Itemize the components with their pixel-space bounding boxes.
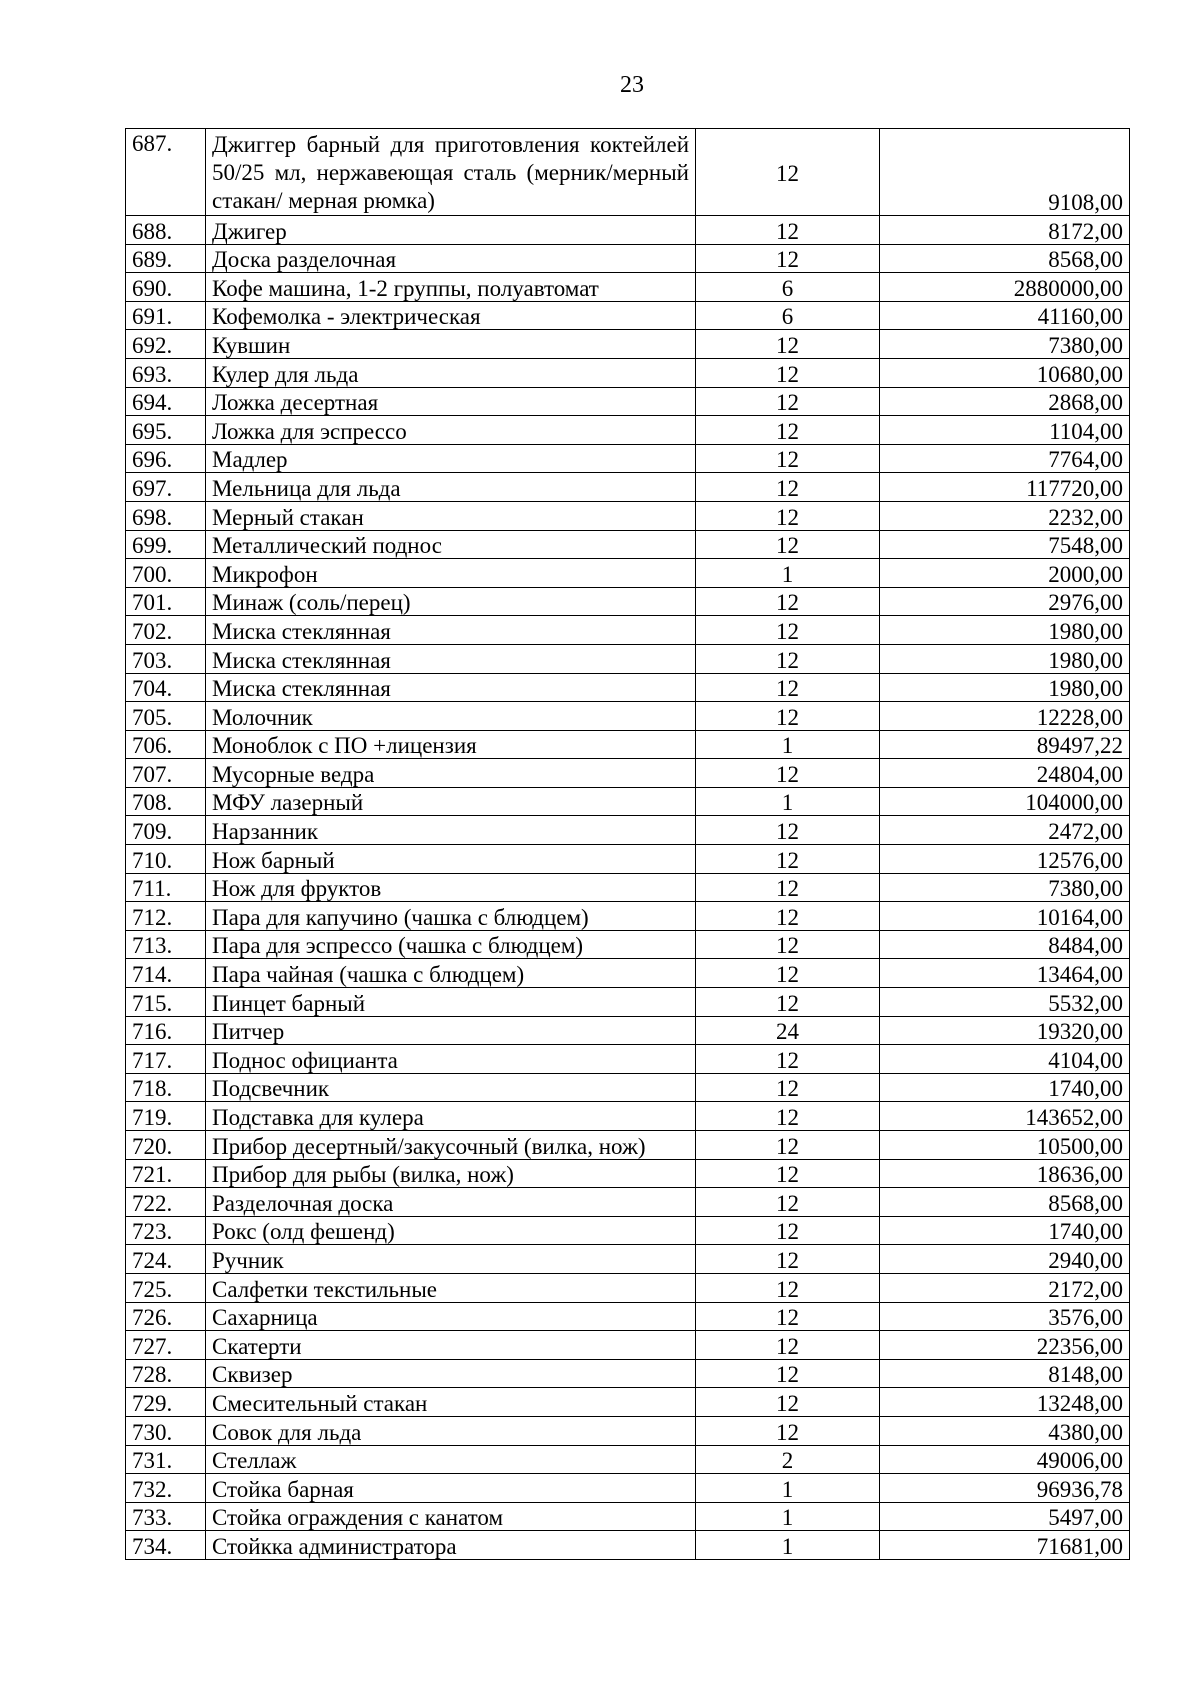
item-price: 8568,00 xyxy=(880,244,1130,273)
item-quantity: 12 xyxy=(696,1388,880,1417)
table-row xyxy=(126,787,1130,816)
item-name: Кулер для льда xyxy=(206,358,696,387)
item-quantity: 12 xyxy=(696,473,880,502)
item-name: Джиггер барный для приготовления коктейлей 50/25 мл, нержавеющая сталь (мерник/мерный стакан/ мерная рюмка) xyxy=(206,129,696,216)
row-number: 734. xyxy=(126,1531,206,1560)
item-price: 24804,00 xyxy=(880,759,1130,788)
items-table-body xyxy=(126,129,1130,1560)
item-price: 7380,00 xyxy=(880,330,1130,359)
row-number: 708. xyxy=(126,787,206,816)
item-price: 2000,00 xyxy=(880,559,1130,588)
table-row xyxy=(126,473,1130,502)
item-name: Стойкка администратора xyxy=(206,1531,696,1560)
row-number: 703. xyxy=(126,644,206,673)
row-number: 723. xyxy=(126,1216,206,1245)
item-price: 104000,00 xyxy=(880,787,1130,816)
table-row xyxy=(126,730,1130,759)
item-name: Ручник xyxy=(206,1245,696,1274)
row-number: 710. xyxy=(126,845,206,874)
item-name: Сквизер xyxy=(206,1359,696,1388)
item-name: Разделочная доска xyxy=(206,1188,696,1217)
item-quantity: 12 xyxy=(696,644,880,673)
table-row xyxy=(126,644,1130,673)
item-price: 143652,00 xyxy=(880,1102,1130,1131)
item-price: 2868,00 xyxy=(880,387,1130,416)
item-price: 8148,00 xyxy=(880,1359,1130,1388)
table-row xyxy=(126,559,1130,588)
table-row xyxy=(126,988,1130,1017)
item-quantity: 12 xyxy=(696,1045,880,1074)
row-number: 706. xyxy=(126,730,206,759)
table-row xyxy=(126,816,1130,845)
item-name: Кофемолка - электрическая xyxy=(206,301,696,330)
item-name: Стойка барная xyxy=(206,1474,696,1503)
item-price: 4104,00 xyxy=(880,1045,1130,1074)
table-row xyxy=(126,930,1130,959)
item-name: Ложка десертная xyxy=(206,387,696,416)
table-row xyxy=(126,1073,1130,1102)
table-row xyxy=(126,301,1130,330)
table-row xyxy=(126,616,1130,645)
item-quantity: 12 xyxy=(696,416,880,445)
item-name: Моноблок с ПО +лицензия xyxy=(206,730,696,759)
item-price: 13248,00 xyxy=(880,1388,1130,1417)
item-quantity: 12 xyxy=(696,902,880,931)
item-quantity: 12 xyxy=(696,1159,880,1188)
item-name: Минаж (соль/перец) xyxy=(206,587,696,616)
item-price: 9108,00 xyxy=(880,129,1130,216)
row-number: 725. xyxy=(126,1273,206,1302)
item-price: 19320,00 xyxy=(880,1016,1130,1045)
item-price: 5532,00 xyxy=(880,988,1130,1017)
item-quantity: 6 xyxy=(696,273,880,302)
item-quantity: 1 xyxy=(696,787,880,816)
item-quantity: 1 xyxy=(696,1531,880,1560)
item-price: 8484,00 xyxy=(880,930,1130,959)
row-number: 712. xyxy=(126,902,206,931)
page-number: 23 xyxy=(620,72,644,98)
item-quantity: 24 xyxy=(696,1016,880,1045)
item-name: Мадлер xyxy=(206,444,696,473)
row-number: 714. xyxy=(126,959,206,988)
item-price: 2172,00 xyxy=(880,1273,1130,1302)
item-price: 8172,00 xyxy=(880,216,1130,245)
row-number: 718. xyxy=(126,1073,206,1102)
item-quantity: 12 xyxy=(696,1216,880,1245)
row-number: 709. xyxy=(126,816,206,845)
row-number: 716. xyxy=(126,1016,206,1045)
table-row xyxy=(126,1216,1130,1245)
item-name: Совок для льда xyxy=(206,1416,696,1445)
item-price: 2940,00 xyxy=(880,1245,1130,1274)
item-price: 117720,00 xyxy=(880,473,1130,502)
item-price: 1740,00 xyxy=(880,1216,1130,1245)
row-number: 707. xyxy=(126,759,206,788)
item-price: 1740,00 xyxy=(880,1073,1130,1102)
row-number: 722. xyxy=(126,1188,206,1217)
item-quantity: 12 xyxy=(696,501,880,530)
item-name: Мерный стакан xyxy=(206,501,696,530)
item-name: Питчер xyxy=(206,1016,696,1045)
row-number: 695. xyxy=(126,416,206,445)
item-price: 7548,00 xyxy=(880,530,1130,559)
table-row xyxy=(126,1245,1130,1274)
table-row xyxy=(126,416,1130,445)
item-name: Джигер xyxy=(206,216,696,245)
item-name: Миска стеклянная xyxy=(206,644,696,673)
item-quantity: 1 xyxy=(696,1474,880,1503)
row-number: 719. xyxy=(126,1102,206,1131)
item-name: Пинцет барный xyxy=(206,988,696,1017)
item-quantity: 12 xyxy=(696,358,880,387)
item-quantity: 12 xyxy=(696,1273,880,1302)
table-row xyxy=(126,902,1130,931)
table-row xyxy=(126,1331,1130,1360)
table-row xyxy=(126,387,1130,416)
item-quantity: 12 xyxy=(696,444,880,473)
row-number: 692. xyxy=(126,330,206,359)
item-name: Поднос официанта xyxy=(206,1045,696,1074)
item-price: 71681,00 xyxy=(880,1531,1130,1560)
row-number: 689. xyxy=(126,244,206,273)
table-row xyxy=(126,1531,1130,1560)
item-quantity: 12 xyxy=(696,759,880,788)
row-number: 733. xyxy=(126,1502,206,1531)
table-row xyxy=(126,244,1130,273)
item-price: 7764,00 xyxy=(880,444,1130,473)
table-row xyxy=(126,845,1130,874)
item-quantity: 12 xyxy=(696,1188,880,1217)
table-row xyxy=(126,1016,1130,1045)
item-price: 8568,00 xyxy=(880,1188,1130,1217)
item-price: 3576,00 xyxy=(880,1302,1130,1331)
row-number: 687. xyxy=(126,129,206,216)
item-quantity: 6 xyxy=(696,301,880,330)
item-name: Пара для эспрессо (чашка с блюдцем) xyxy=(206,930,696,959)
row-number: 693. xyxy=(126,358,206,387)
item-quantity: 12 xyxy=(696,129,880,216)
item-name: Нож барный xyxy=(206,845,696,874)
row-number: 699. xyxy=(126,530,206,559)
item-name: Миска стеклянная xyxy=(206,616,696,645)
item-price: 2232,00 xyxy=(880,501,1130,530)
item-quantity: 1 xyxy=(696,730,880,759)
table-row xyxy=(126,273,1130,302)
row-number: 705. xyxy=(126,702,206,731)
table-row xyxy=(126,530,1130,559)
row-number: 701. xyxy=(126,587,206,616)
item-price: 1980,00 xyxy=(880,644,1130,673)
item-name: Смесительный стакан xyxy=(206,1388,696,1417)
item-name: Ложка для эспрессо xyxy=(206,416,696,445)
item-name: Подсвечник xyxy=(206,1073,696,1102)
row-number: 724. xyxy=(126,1245,206,1274)
item-name: Молочник xyxy=(206,702,696,731)
item-name: МФУ лазерный xyxy=(206,787,696,816)
item-quantity: 12 xyxy=(696,1359,880,1388)
item-name: Нож для фруктов xyxy=(206,873,696,902)
item-name: Мельница для льда xyxy=(206,473,696,502)
item-quantity: 12 xyxy=(696,988,880,1017)
table-row xyxy=(126,1273,1130,1302)
item-quantity: 12 xyxy=(696,216,880,245)
row-number: 694. xyxy=(126,387,206,416)
item-quantity: 12 xyxy=(696,330,880,359)
row-number: 717. xyxy=(126,1045,206,1074)
row-number: 696. xyxy=(126,444,206,473)
row-number: 715. xyxy=(126,988,206,1017)
item-quantity: 12 xyxy=(696,959,880,988)
row-number: 704. xyxy=(126,673,206,702)
item-quantity: 12 xyxy=(696,1302,880,1331)
item-name: Пара для капучино (чашка с блюдцем) xyxy=(206,902,696,931)
item-price: 89497,22 xyxy=(880,730,1130,759)
item-quantity: 12 xyxy=(696,1131,880,1160)
item-name: Мусорные ведра xyxy=(206,759,696,788)
row-number: 688. xyxy=(126,216,206,245)
table-row xyxy=(126,1416,1130,1445)
item-price: 49006,00 xyxy=(880,1445,1130,1474)
table-row xyxy=(126,129,1130,216)
item-quantity: 12 xyxy=(696,702,880,731)
table-row xyxy=(126,1159,1130,1188)
row-number: 727. xyxy=(126,1331,206,1360)
table-row xyxy=(126,444,1130,473)
item-name: Стеллаж xyxy=(206,1445,696,1474)
item-price: 12228,00 xyxy=(880,702,1130,731)
table-row xyxy=(126,216,1130,245)
table-row xyxy=(126,1045,1130,1074)
table-row xyxy=(126,873,1130,902)
table-row xyxy=(126,501,1130,530)
item-name: Кофе машина, 1-2 группы, полуавтомат xyxy=(206,273,696,302)
table-row xyxy=(126,1102,1130,1131)
item-price: 12576,00 xyxy=(880,845,1130,874)
row-number: 731. xyxy=(126,1445,206,1474)
item-name: Скатерти xyxy=(206,1331,696,1360)
item-price: 7380,00 xyxy=(880,873,1130,902)
item-quantity: 12 xyxy=(696,244,880,273)
item-price: 5497,00 xyxy=(880,1502,1130,1531)
item-price: 10680,00 xyxy=(880,358,1130,387)
item-price: 10500,00 xyxy=(880,1131,1130,1160)
item-quantity: 12 xyxy=(696,845,880,874)
table-row xyxy=(126,673,1130,702)
item-name: Миска стеклянная xyxy=(206,673,696,702)
item-price: 18636,00 xyxy=(880,1159,1130,1188)
item-quantity: 12 xyxy=(696,1073,880,1102)
table-row xyxy=(126,1502,1130,1531)
table-row xyxy=(126,358,1130,387)
item-name: Металлический поднос xyxy=(206,530,696,559)
item-price: 10164,00 xyxy=(880,902,1130,931)
item-quantity: 12 xyxy=(696,1245,880,1274)
row-number: 702. xyxy=(126,616,206,645)
item-quantity: 12 xyxy=(696,530,880,559)
table-row xyxy=(126,1474,1130,1503)
table-row xyxy=(126,1188,1130,1217)
item-quantity: 12 xyxy=(696,873,880,902)
item-quantity: 12 xyxy=(696,816,880,845)
row-number: 728. xyxy=(126,1359,206,1388)
table-row xyxy=(126,702,1130,731)
item-price: 2880000,00 xyxy=(880,273,1130,302)
item-price: 1104,00 xyxy=(880,416,1130,445)
item-price: 4380,00 xyxy=(880,1416,1130,1445)
item-name: Рокс (олд фешенд) xyxy=(206,1216,696,1245)
item-quantity: 12 xyxy=(696,1331,880,1360)
item-quantity: 12 xyxy=(696,673,880,702)
item-quantity: 1 xyxy=(696,1502,880,1531)
table-row xyxy=(126,959,1130,988)
row-number: 729. xyxy=(126,1388,206,1417)
row-number: 726. xyxy=(126,1302,206,1331)
item-name: Сахарница xyxy=(206,1302,696,1331)
item-price: 2976,00 xyxy=(880,587,1130,616)
row-number: 700. xyxy=(126,559,206,588)
item-quantity: 12 xyxy=(696,587,880,616)
row-number: 711. xyxy=(126,873,206,902)
item-price: 22356,00 xyxy=(880,1331,1130,1360)
row-number: 732. xyxy=(126,1474,206,1503)
item-name: Кувшин xyxy=(206,330,696,359)
table-row xyxy=(126,330,1130,359)
item-name: Салфетки текстильные xyxy=(206,1273,696,1302)
item-price: 1980,00 xyxy=(880,616,1130,645)
row-number: 690. xyxy=(126,273,206,302)
row-number: 721. xyxy=(126,1159,206,1188)
item-quantity: 1 xyxy=(696,559,880,588)
item-name: Стойка ограждения с канатом xyxy=(206,1502,696,1531)
table-row xyxy=(126,1131,1130,1160)
table-row xyxy=(126,1445,1130,1474)
item-name: Подставка для кулера xyxy=(206,1102,696,1131)
item-quantity: 12 xyxy=(696,616,880,645)
table-row xyxy=(126,759,1130,788)
item-name: Пара чайная (чашка с блюдцем) xyxy=(206,959,696,988)
row-number: 698. xyxy=(126,501,206,530)
item-name: Прибор для рыбы (вилка, нож) xyxy=(206,1159,696,1188)
table-row xyxy=(126,1388,1130,1417)
item-quantity: 12 xyxy=(696,387,880,416)
item-name: Нарзанник xyxy=(206,816,696,845)
item-price: 13464,00 xyxy=(880,959,1130,988)
table-row xyxy=(126,1302,1130,1331)
item-name: Микрофон xyxy=(206,559,696,588)
item-name: Доска разделочная xyxy=(206,244,696,273)
table-row xyxy=(126,587,1130,616)
item-name: Прибор десертный/закусочный (вилка, нож) xyxy=(206,1131,696,1160)
row-number: 730. xyxy=(126,1416,206,1445)
row-number: 713. xyxy=(126,930,206,959)
item-quantity: 12 xyxy=(696,1102,880,1131)
table-row xyxy=(126,1359,1130,1388)
item-quantity: 2 xyxy=(696,1445,880,1474)
item-quantity: 12 xyxy=(696,1416,880,1445)
item-price: 1980,00 xyxy=(880,673,1130,702)
item-quantity: 12 xyxy=(696,930,880,959)
row-number: 691. xyxy=(126,301,206,330)
item-price: 2472,00 xyxy=(880,816,1130,845)
items-table xyxy=(125,128,1130,1560)
row-number: 697. xyxy=(126,473,206,502)
item-price: 41160,00 xyxy=(880,301,1130,330)
item-price: 96936,78 xyxy=(880,1474,1130,1503)
row-number: 720. xyxy=(126,1131,206,1160)
